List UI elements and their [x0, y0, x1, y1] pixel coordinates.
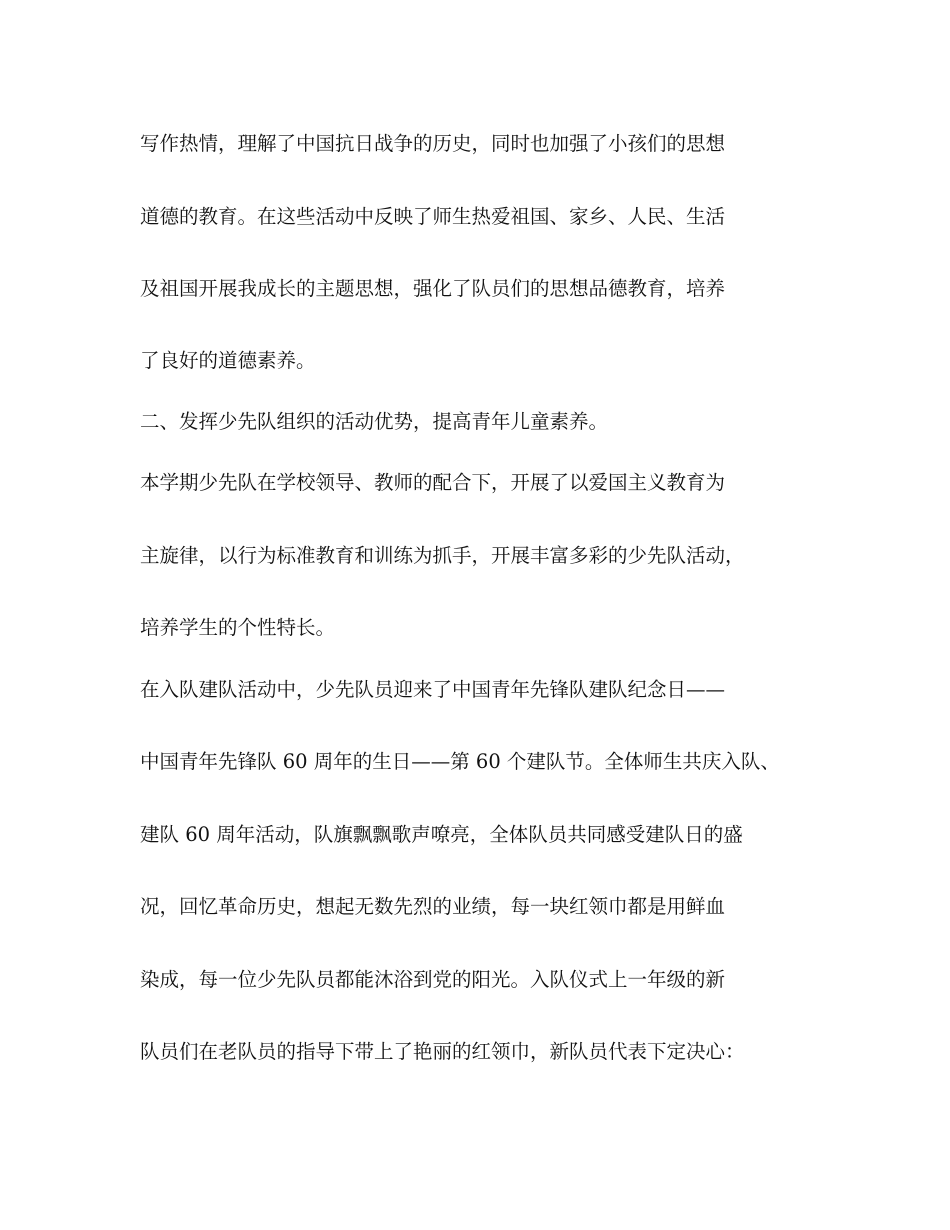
body-text-line: 写作热情，理解了中国抗日战争的历史，同时也加强了小孩们的思想: [140, 132, 726, 155]
body-text-line: 及祖国开展我成长的主题思想，强化了队员们的思想品德教育，培养: [140, 277, 726, 300]
body-text-line: 建队 60 周年活动，队旗飘飘歌声嘹亮，全体队员共同感受建队日的盛: [140, 823, 743, 846]
body-text-line: 队员们在老队员的指导下带上了艳丽的红领巾，新队员代表下定决心：: [140, 1040, 745, 1063]
body-text-line: 本学期少先队在学校领导、教师的配合下，开展了以爱国主义教育为: [140, 471, 726, 494]
body-text-line: 况，回忆革命历史，想起无数先烈的业绩，每一块红领巾都是用鲜血: [140, 895, 726, 918]
body-text-line: 培养学生的个性特长。: [140, 616, 336, 639]
body-text-line: 主旋律，以行为标准教育和训练为抓手，开展丰富多彩的少先队活动，: [140, 544, 745, 567]
body-text-line: 在入队建队活动中，少先队员迎来了中国青年先锋队建队纪念日——: [140, 678, 726, 701]
body-text-line: 中国青年先锋队 60 周年的生日——第 60 个建队节。全体师生共庆入队、: [140, 750, 780, 773]
section-heading: 二、发挥少先队组织的活动优势，提高青年儿童素养。: [140, 410, 609, 433]
body-text-line: 了良好的道德素养。: [140, 349, 316, 372]
body-text-line: 染成，每一位少先队员都能沐浴到党的阳光。入队仪式上一年级的新: [140, 968, 726, 991]
body-text-line: 道德的教育。在这些活动中反映了师生热爱祖国、家乡、人民、生活: [140, 205, 726, 228]
